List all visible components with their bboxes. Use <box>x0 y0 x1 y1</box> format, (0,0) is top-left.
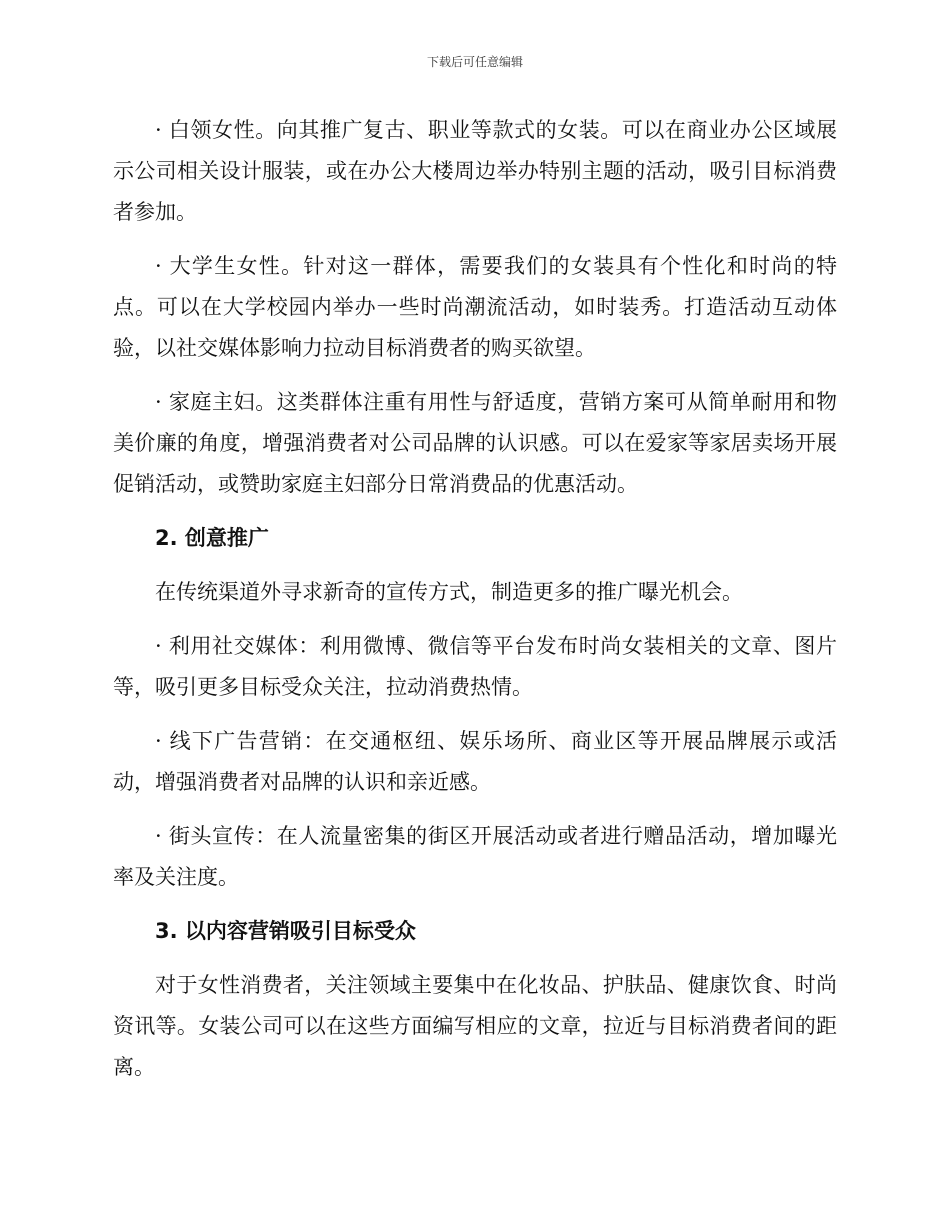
paragraph-social-media: · 利用社交媒体：利用微博、微信等平台发布时尚女装相关的文章、图片等，吸引更多目标受众关注，拉动消费热情。 <box>113 634 837 699</box>
paragraph-offline-ads: · 线下广告营销：在交通枢纽、娱乐场所、商业区等开展品牌展示或活动，增强消费者对品牌的认识和亲近感。 <box>113 729 837 794</box>
paragraph-housewives: · 家庭主妇。这类群体注重有用性与舒适度，营销方案可从简单耐用和物美价廉的角度，增强消费者对公司品牌的认识感。可以在爱家等家居卖场开展促销活动，或赞助家庭主妇部分日常消费品的优惠活动。 <box>113 390 837 496</box>
paragraph-white-collar: · 白领女性。向其推广复古、职业等款式的女装。可以在商业办公区域展示公司相关设计服装，或在办公大楼周边举办特别主题的活动，吸引目标消费者参加。 <box>113 118 837 224</box>
section-heading-creative-promotion: 2. 创意推广 <box>155 526 269 550</box>
document-body <box>113 110 837 1101</box>
paragraph-street-promotion: · 街头宣传：在人流量密集的街区开展活动或者进行赠品活动，增加曝光率及关注度。 <box>113 824 837 889</box>
paragraph-creative-intro: 在传统渠道外寻求新奇的宣传方式，制造更多的推广曝光机会。 <box>155 580 743 604</box>
section-heading-content-marketing: 3. 以内容营销吸引目标受众 <box>155 919 416 943</box>
paragraph-content-marketing: 对于女性消费者，关注领域主要集中在化妆品、护肤品、健康饮食、时尚资讯等。女装公司可以在这些方面编写相应的文章，拉近与目标消费者间的距离。 <box>113 973 837 1079</box>
page-header: 下载后可任意编辑 <box>426 55 523 69</box>
paragraph-college-students: · 大学生女性。针对这一群体，需要我们的女装具有个性化和时尚的特点。可以在大学校园内举办一些时尚潮流活动，如时装秀。打造活动互动体验，以社交媒体影响力拉动目标消费者的购买欲望。 <box>113 254 837 360</box>
